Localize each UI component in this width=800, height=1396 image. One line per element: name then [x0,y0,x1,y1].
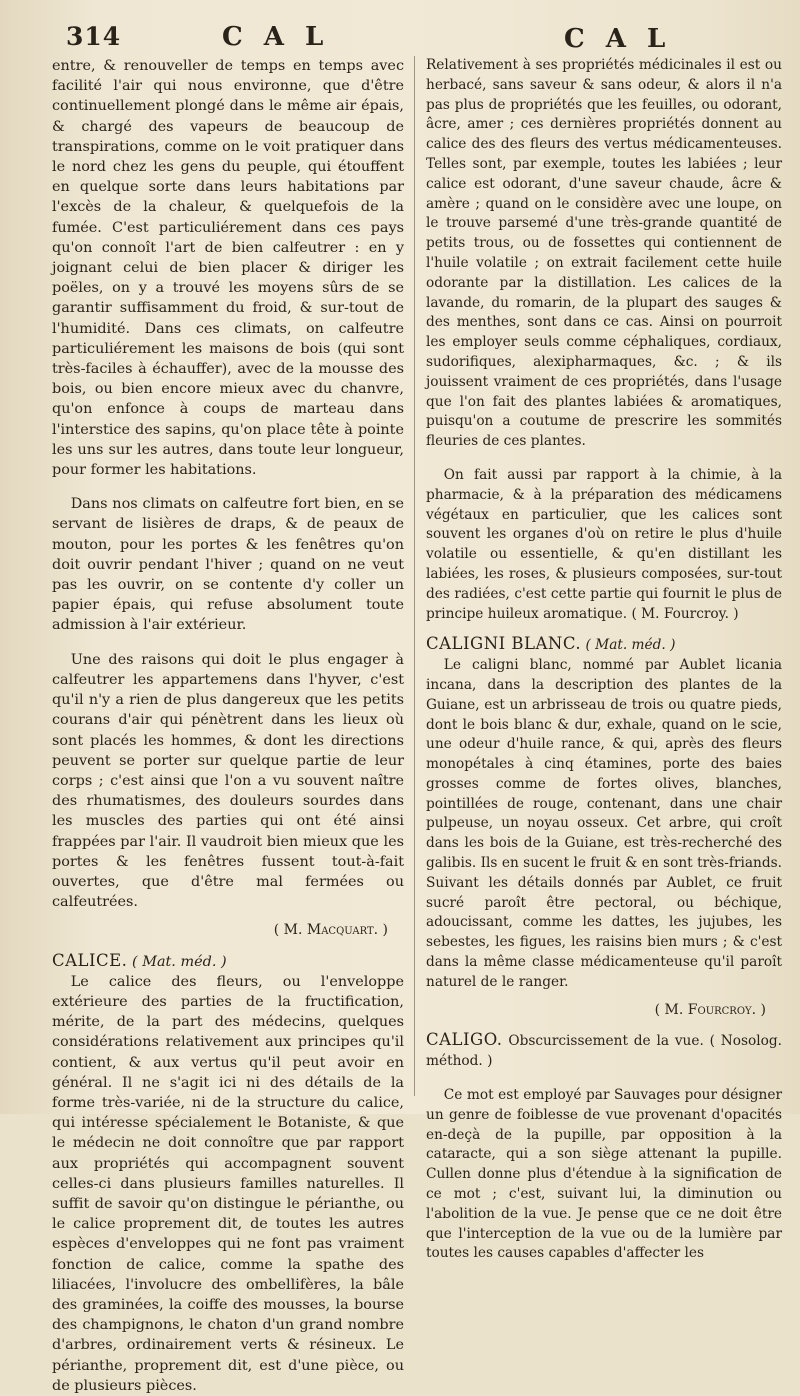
subject-tag: ( Mat. méd. ) [585,637,676,654]
page-header [52,22,786,56]
entry-heading [426,634,782,656]
two-column-body [52,56,786,1396]
running-head-left: C A L [222,22,330,52]
running-head-right: C A L [564,24,672,54]
signature: ( M. Macquart. ) [273,922,388,939]
headword: CALIGO. [426,1030,503,1050]
headword: CALIGNI BLANC. [426,634,582,654]
headword: CALICE. [52,950,128,970]
entry-text: Le caligni blanc, nommé par Aublet licania incana, dans la description des plantes de la Guiane, est un arbrisseau de trois ou quatre pieds, dont le bois blanc & dur, exhale, quand on le scie, une odeur d'huile rance, & qui, après des fleurs monopétales à cinq étamines, porte des baies grosses comme de fortes olives, blanches, pointillées de rouge, contenant, dans une chair pulpeuse, un noyau osseux. Cet arbre, qui croît dans les bois de la Guiane, est très-recherché des galibis. Ils en sucent le fruit & en sont très-friands. Suivant les détails donnés par Aublet, ce fruit sucré paroît être pectoral, ou béchique, adoucissant, comme les dattes, les jujubes, les sebestes, les figues, les raisins bien murs ; & c'est dans la même classe médicamenteuse qu'il paroît naturel de le ranger. [426,657,782,990]
paragraph: Une des raisons qui doit le plus engager à calfeutrer les appartemens dans l'hyver, c'est qu'il n'y a rien de plus dangereux que les petits courans d'air qui pénètrent dans les lieux où sont placés les hommes, & dont les directions peuvent se porter sur quelque partie de leur corps ; c'est ainsi que l'on a vu souvent naître des rhumatismes, des douleurs sourdes dans les muscles des parties qui ont été ainsi frappées par l'air. Il vaudroit bien mieux que les portes & les fenêtres fussent tout-à-fait ouvertes, que d'être mal fermées ou calfeutrées. [52,651,404,911]
subject-tag: ( Mat. méd. ) [132,953,227,970]
page-number: 314 [66,22,122,51]
paragraph: Dans nos climats on calfeutre fort bien, en se servant de lisières de draps, & de peaux de mouton, pour les portes & les fenêtres qu'on doit ouvrir pendant l'hiver ; quand on ne veut pas les ouvrir, on se contente d'y coller un papier épais, qui refuse absolument toute admission à l'air extérieur. [52,496,404,634]
entry-text: Le calice des fleurs, ou l'enveloppe extérieure des parties de la fructification, mérite, de la part des médecins, quelques considérations relativement aux principes qu'il contient, & aux vertus qu'il peut avoir en général. Il ne s'agit ici ni des détails de la forme très-variée, ni de la structure du calice, qui intéresse spécialement le Botaniste, & que le médecin ne doit connoître que par rapport aux propriétés qui accompagnent souvent celles-ci dans plusieurs familles naturelles. Il suffit de savoir qu'on distingue le périanthe, ou le calice proprement dit, de toutes les autres espèces d'enveloppes qui ne font pas vraiment fonction de calice, comme la spathe des liliacées, l'involucre des ombellifères, la bâle des graminées, la coiffe des mousses, la bourse des champignons, le chaton d'un grand nombre d'arbres, ordinairement verts & résineux. Le périanthe, proprement dit, est d'une pièce, ou de plusieurs pièces. [52,973,404,1394]
right-column [426,56,782,1396]
signature: ( M. Fourcroy. ) [654,1001,766,1018]
paragraph: Relativement à ses propriétés médicinales il est ou herbacé, sans saveur & sans odeur, & alors il n'a pas plus de propriétés que les feuilles, ou odorant, âcre, amer ; ces dernières propriétés donnent au calice des des fleurs des vertus médicamenteuses. Telles sont, par exemple, toutes les labiées ; leur calice est odorant, d'une saveur chaude, âcre & amère ; quand on le considère avec une loupe, on le trouve parsemé d'une très-grande quantité de petits trous, ou de fossettes qui contiennent de l'huile volatile ; on extrait facilement cette huile odorante par la distillation. Les calices de la lavande, du romarin, de la plupart des sauges & des menthes, sont dans ce cas. Ainsi on pourroit les employer seuls comme céphaliques, cordiaux, sudorifiques, alexipharmaques, &c. ; & ils jouissent vraiment de ces propriétés, dans l'usage que l'on fait des plantes labiées & aromatiques, puisqu'on a coutume de prescrire les sommités fleuries de ces plantes. [426,57,782,450]
paragraph: entre, & renouveller de temps en temps avec facilité l'air qui nous environne, que d'être continuellement plongé dans le même air épais, & chargé des vapeurs de beaucoup de transpirations, comme on le voit pratiquer dans le nord chez les gens du peuple, qui étouffent en quelque sorte dans leurs habitations par l'excès de la chaleur, & quelquefois de la fumée. C'est particuliérement dans ces pays qu'on connoît l'art de bien calfeutrer : en y joignant celui de bien placer & diriger les poëles, on y a trouvé les moyens sûrs de se garantir suffisamment du froid, & sur-tout de l'humidité. Dans ces climats, on calfeutre particuliérement les maisons de bois (qui sont très-faciles à échauffer), avec de la mousse des bois, ou bien encore mieux avec du chanvre, qu'on enfonce à coups de marteau dans l'interstice des sapins, qu'on place tête à pointe les uns sur les autres, dans toute leur longueur, pour former les habitations. [52,58,404,479]
entry-heading [426,1030,782,1072]
left-column [52,56,404,1396]
entry-text: Ce mot est employé par Sauvages pour désigner un genre de foiblesse de vue provenant d'opacités en-deçà de la pupille, par opposition à la cataracte, qui a son siège attenant la pupille. Cullen donne plus d'étendue à la signification de ce mot ; c'est, suivant lui, la diminution ou l'abolition de la vue. Je pense que ce ne doit être que l'interception de la vue ou de la lumière par toutes les causes capables d'affecter les [426,1087,782,1262]
paragraph: On fait aussi par rapport à la chimie, à la pharmacie, & à la préparation des médicamens végétaux en particulier, que les calices sont souvent les organes d'où on retire le plus d'huile volatile ou essentielle, & qu'en distillant les labiées, les roses, & plusieurs composées, sur-tout des radiées, c'est cette partie qui fournit le plus de principe huileux aromatique. ( M. Fourcroy. ) [426,466,782,622]
subject-tag: Obscurcissement de la vue. ( Nosolog. méthod. ) [426,1033,782,1070]
entry-heading [52,951,404,972]
column-rule [414,56,415,1096]
